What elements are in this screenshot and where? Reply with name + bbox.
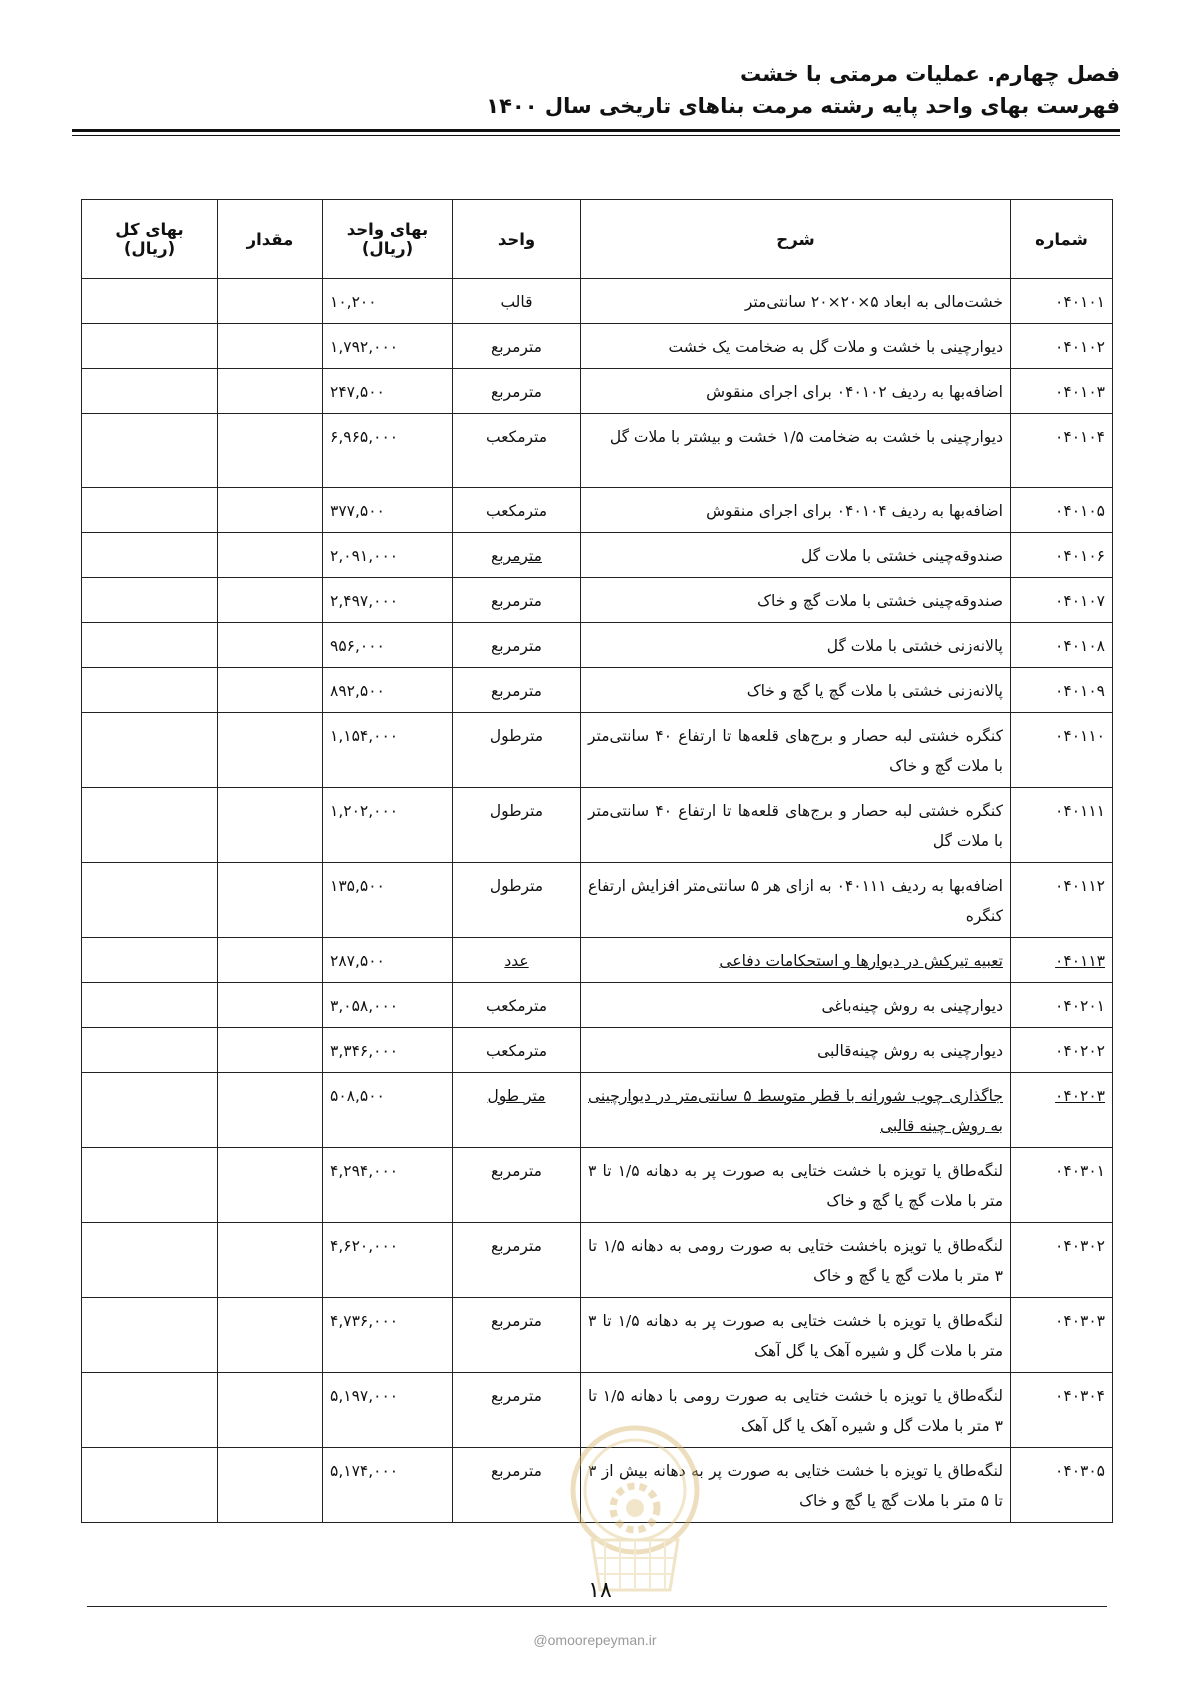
item-unit-text: مترمربع: [491, 1237, 542, 1255]
item-unit-price: [323, 863, 453, 938]
item-unit-price-text: ۲,۴۹۷,۰۰۰: [330, 592, 399, 610]
item-unit-price-text: ۴,۲۹۴,۰۰۰: [330, 1162, 399, 1180]
item-unit-price: [323, 1298, 453, 1373]
publisher-seal-watermark: [560, 1420, 710, 1600]
chapter-title: فصل چهارم. عملیات مرمتی با خشت: [739, 62, 1120, 86]
item-quantity: [218, 414, 323, 488]
item-description: [581, 578, 1011, 623]
item-unit-price-text: ۵,۱۹۷,۰۰۰: [330, 1387, 399, 1405]
item-code: [1011, 533, 1113, 578]
item-unit-text: مترمربع: [491, 1387, 542, 1405]
item-description: [581, 369, 1011, 414]
item-unit-price: [323, 533, 453, 578]
table-row: [82, 533, 1113, 578]
item-code: [1011, 713, 1113, 788]
item-unit: [453, 533, 581, 578]
item-unit: [453, 938, 581, 983]
item-unit: [453, 324, 581, 369]
item-code-text: ۰۴۰۱۰۶: [1055, 547, 1105, 565]
item-description: [581, 1148, 1011, 1223]
item-unit-price: [323, 369, 453, 414]
item-quantity: [218, 369, 323, 414]
item-code-text: ۰۴۰۱۰۴: [1055, 428, 1105, 446]
item-code-text: ۰۴۰۲۰۱: [1055, 997, 1105, 1015]
item-unit: [453, 713, 581, 788]
item-unit: [453, 1298, 581, 1373]
item-unit-price: [323, 488, 453, 533]
item-total-price: [82, 414, 218, 488]
item-description-text: کنگره خشتی لبه حصار و برج‌های قلعه‌ها تا ارتفاع ۴۰ سانتی‌متر با ملات گل: [588, 802, 1003, 850]
item-quantity: [218, 713, 323, 788]
item-quantity: [218, 623, 323, 668]
column-header-desc: شرح: [581, 200, 1011, 279]
item-code-text: ۰۴۰۲۰۳: [1055, 1087, 1105, 1105]
column-header-unit: واحد: [453, 200, 581, 279]
item-quantity: [218, 863, 323, 938]
item-unit-price-text: ۱۰,۲۰۰: [330, 293, 377, 311]
item-unit-price-text: ۳,۳۴۶,۰۰۰: [330, 1042, 399, 1060]
column-header-price-label: بهای واحد: [346, 220, 429, 239]
item-code: [1011, 1073, 1113, 1148]
item-total-price: [82, 1373, 218, 1448]
item-description-text: اضافه‌بها به ردیف ۰۴۰۱۰۲ برای اجرای منقوش: [706, 383, 1003, 401]
item-description: [581, 623, 1011, 668]
item-code-text: ۰۴۰۳۰۴: [1055, 1387, 1105, 1405]
item-total-price: [82, 938, 218, 983]
item-total-price: [82, 533, 218, 578]
item-unit: [453, 578, 581, 623]
item-description-text: جاگذاری چوب شورانه با قطر متوسط ۵ سانتی‌متر در دیوارچینی به روش چینه قالبی: [588, 1087, 1003, 1135]
item-description-text: لنگه‌طاق یا تویزه با خشت ختایی به صورت پر به دهانه بیش از ۳ تا ۵ متر با ملات گچ یا گچ و خاک: [588, 1462, 1003, 1510]
item-quantity: [218, 1373, 323, 1448]
item-quantity: [218, 983, 323, 1028]
item-code: [1011, 623, 1113, 668]
item-description-text: اضافه‌بها به ردیف ۰۴۰۱۰۴ برای اجرای منقوش: [706, 502, 1003, 520]
item-total-price: [82, 713, 218, 788]
item-total-price: [82, 369, 218, 414]
item-code-text: ۰۴۰۱۰۱: [1055, 293, 1105, 311]
table-header-row: [82, 200, 1113, 279]
item-unit-price-text: ۸۹۲,۵۰۰: [330, 682, 385, 700]
column-header-price: [323, 200, 453, 279]
item-unit: [453, 488, 581, 533]
item-code: [1011, 1148, 1113, 1223]
page-header: [72, 58, 1120, 122]
table-row: [82, 1073, 1113, 1148]
item-code: [1011, 324, 1113, 369]
item-code-text: ۰۴۰۱۰۹: [1055, 682, 1105, 700]
item-code: [1011, 788, 1113, 863]
item-code: [1011, 1373, 1113, 1448]
item-code-text: ۰۴۰۱۰۲: [1055, 338, 1105, 356]
table-row: [82, 668, 1113, 713]
item-unit: [453, 863, 581, 938]
table-row: [82, 1298, 1113, 1373]
item-unit: [453, 414, 581, 488]
item-description-text: لنگه‌طاق یا تویزه با خشت ختایی به صورت پر به دهانه ۱/۵ تا ۳ متر با ملات گل و شیره آهک یا گل آهک: [588, 1312, 1003, 1360]
item-code-text: ۰۴۰۲۰۲: [1055, 1042, 1105, 1060]
item-code: [1011, 488, 1113, 533]
header-rule-thin: [72, 135, 1120, 136]
item-description-text: لنگه‌طاق یا تویزه با خشت ختایی به صورت پر به دهانه ۱/۵ تا ۳ متر با ملات گچ یا گچ و خاک: [588, 1162, 1003, 1210]
table-row: [82, 788, 1113, 863]
item-description-text: لنگه‌طاق یا تویزه باخشت ختایی به صورت رومی به دهانه ۱/۵ تا ۳ متر با ملات گچ یا گچ و خاک: [588, 1237, 1003, 1285]
table-row: [82, 1223, 1113, 1298]
item-description: [581, 983, 1011, 1028]
item-description: [581, 488, 1011, 533]
item-total-price: [82, 1148, 218, 1223]
item-total-price: [82, 324, 218, 369]
item-unit-text: مترمکعب: [485, 997, 548, 1015]
item-quantity: [218, 533, 323, 578]
item-unit-price: [323, 983, 453, 1028]
item-quantity: [218, 1148, 323, 1223]
item-total-price: [82, 1448, 218, 1523]
item-total-price: [82, 668, 218, 713]
item-description: [581, 414, 1011, 488]
item-unit-price-text: ۳۷۷,۵۰۰: [330, 502, 385, 520]
item-description: [581, 938, 1011, 983]
item-description-text: دیوارچینی به روش چینه‌قالبی: [817, 1042, 1003, 1060]
item-unit: [453, 983, 581, 1028]
item-description: [581, 533, 1011, 578]
item-total-price: [82, 1028, 218, 1073]
item-total-price: [82, 863, 218, 938]
table-row: [82, 324, 1113, 369]
item-unit: [453, 623, 581, 668]
item-description: [581, 788, 1011, 863]
item-code: [1011, 938, 1113, 983]
item-description: [581, 863, 1011, 938]
column-header-price-currency: (ریال): [361, 239, 414, 258]
item-code-text: ۰۴۰۱۰۸: [1055, 637, 1105, 655]
item-unit-price-text: ۳,۰۵۸,۰۰۰: [330, 997, 399, 1015]
item-total-price: [82, 1223, 218, 1298]
item-unit: [453, 1223, 581, 1298]
item-quantity: [218, 324, 323, 369]
header-rule-thick: [72, 129, 1120, 132]
item-description: [581, 1073, 1011, 1148]
item-quantity: [218, 578, 323, 623]
item-unit-text: متر طول: [487, 1087, 546, 1105]
item-description: [581, 279, 1011, 324]
item-quantity: [218, 668, 323, 713]
item-unit-price: [323, 1373, 453, 1448]
item-unit: [453, 1148, 581, 1223]
item-code-text: ۰۴۰۱۰۳: [1055, 383, 1105, 401]
table-row: [82, 1148, 1113, 1223]
item-description-text: صندوقه‌چینی خشتی با ملات گچ و خاک: [757, 592, 1003, 610]
table-row: [82, 713, 1113, 788]
item-unit-price-text: ۱,۲۰۲,۰۰۰: [330, 802, 399, 820]
table-row: [82, 279, 1113, 324]
item-code-text: ۰۴۰۱۰۵: [1055, 502, 1105, 520]
item-code: [1011, 863, 1113, 938]
item-unit-text: مترطول: [489, 802, 544, 820]
item-unit-price-text: ۴,۷۳۶,۰۰۰: [330, 1312, 399, 1330]
item-unit-price: [323, 788, 453, 863]
item-quantity: [218, 279, 323, 324]
item-unit: [453, 1073, 581, 1148]
item-unit-price: [323, 1073, 453, 1148]
item-code-text: ۰۴۰۱۱۲: [1055, 877, 1105, 895]
item-unit-price: [323, 578, 453, 623]
item-unit-text: مترمربع: [491, 682, 542, 700]
item-unit-price: [323, 713, 453, 788]
item-total-price: [82, 1073, 218, 1148]
price-list-table: [81, 199, 1113, 1523]
item-unit-price: [323, 324, 453, 369]
item-unit-price: [323, 279, 453, 324]
item-code: [1011, 1028, 1113, 1073]
item-quantity: [218, 1073, 323, 1148]
item-quantity: [218, 1223, 323, 1298]
item-quantity: [218, 1448, 323, 1523]
item-unit-price: [323, 623, 453, 668]
item-unit-price-text: ۲,۰۹۱,۰۰۰: [330, 547, 399, 565]
item-unit-text: مترمکعب: [485, 428, 548, 446]
item-code-text: ۰۴۰۱۱۱: [1055, 802, 1105, 820]
item-unit-text: مترمربع: [491, 1462, 542, 1480]
item-code: [1011, 414, 1113, 488]
item-unit-text: عدد: [504, 952, 529, 970]
item-code-text: ۰۴۰۳۰۱: [1055, 1162, 1105, 1180]
item-unit: [453, 279, 581, 324]
item-code: [1011, 1223, 1113, 1298]
item-unit-text: مترمکعب: [485, 1042, 548, 1060]
item-code-text: ۰۴۰۳۰۵: [1055, 1462, 1105, 1480]
table-row: [82, 983, 1113, 1028]
document-subtitle: فهرست بهای واحد پایه رشته مرمت بناهای تاریخی سال ۱۴۰۰: [486, 94, 1120, 118]
item-description-text: لنگه‌طاق یا تویزه با خشت ختایی به صورت رومی با دهانه ۱/۵ تا ۳ متر با ملات گل و شیره آهک یا گل آهک: [588, 1387, 1003, 1435]
item-unit-text: مترمربع: [491, 338, 542, 356]
item-unit-price: [323, 938, 453, 983]
item-unit-text: مترمربع: [491, 547, 542, 565]
item-unit-price: [323, 1448, 453, 1523]
item-code: [1011, 668, 1113, 713]
item-code-text: ۰۴۰۱۰۷: [1055, 592, 1105, 610]
table-row: [82, 1028, 1113, 1073]
footer-rule: [87, 1606, 1107, 1607]
item-total-price: [82, 788, 218, 863]
item-unit: [453, 369, 581, 414]
page-number: ۱۸: [588, 1578, 612, 1603]
item-total-price: [82, 488, 218, 533]
item-quantity: [218, 1028, 323, 1073]
column-header-total: بهای کل (ریال): [82, 200, 218, 279]
item-description-text: تعبیه تیرکش در دیوارها و استحکامات دفاعی: [719, 952, 1003, 970]
table-row: [82, 414, 1113, 488]
item-unit-price: [323, 1028, 453, 1073]
item-unit-price-text: ۲۴۷,۵۰۰: [330, 383, 385, 401]
table-row: [82, 369, 1113, 414]
item-unit-price-text: ۹۵۶,۰۰۰: [330, 637, 385, 655]
item-code-text: ۰۴۰۳۰۳: [1055, 1312, 1105, 1330]
item-unit-price-text: ۴,۶۲۰,۰۰۰: [330, 1237, 399, 1255]
item-unit-price: [323, 1223, 453, 1298]
item-description: [581, 1298, 1011, 1373]
item-unit-text: مترمربع: [491, 1312, 542, 1330]
item-unit-price: [323, 1148, 453, 1223]
item-unit-price: [323, 414, 453, 488]
item-description-text: صندوقه‌چینی خشتی با ملات گل: [800, 547, 1003, 565]
item-code-text: ۰۴۰۱۱۳: [1055, 952, 1105, 970]
website-watermark: @omoorepeyman.ir: [533, 1632, 657, 1648]
table-row: [82, 863, 1113, 938]
item-unit-price-text: ۲۸۷,۵۰۰: [330, 952, 385, 970]
item-total-price: [82, 1298, 218, 1373]
column-header-code: شماره: [1011, 200, 1113, 279]
item-description-text: پالانه‌زنی خشتی با ملات گچ یا گچ و خاک: [746, 682, 1003, 700]
item-code: [1011, 578, 1113, 623]
item-code: [1011, 1448, 1113, 1523]
item-unit-text: مترمربع: [491, 1162, 542, 1180]
item-unit-text: قالب: [500, 293, 533, 311]
item-description: [581, 1028, 1011, 1073]
item-total-price: [82, 279, 218, 324]
item-code-text: ۰۴۰۱۱۰: [1055, 727, 1105, 745]
item-unit-text: مترمربع: [491, 637, 542, 655]
item-total-price: [82, 623, 218, 668]
item-unit-text: مترمربع: [491, 383, 542, 401]
item-description-text: دیوارچینی به روش چینه‌باغی: [821, 997, 1003, 1015]
item-description: [581, 1223, 1011, 1298]
item-code: [1011, 1298, 1113, 1373]
item-unit-price-text: ۶,۹۶۵,۰۰۰: [330, 428, 399, 446]
item-description: [581, 324, 1011, 369]
item-unit-price-text: ۱,۱۵۴,۰۰۰: [330, 727, 399, 745]
item-description: [581, 713, 1011, 788]
item-unit-text: مترمکعب: [485, 502, 548, 520]
item-quantity: [218, 788, 323, 863]
item-unit-price-text: ۱۳۵,۵۰۰: [330, 877, 385, 895]
item-quantity: [218, 488, 323, 533]
item-quantity: [218, 938, 323, 983]
item-unit-text: مترطول: [489, 727, 544, 745]
item-code: [1011, 983, 1113, 1028]
table-row: [82, 578, 1113, 623]
item-description-text: اضافه‌بها به ردیف ۰۴۰۱۱۱ به ازای هر ۵ سانتی‌متر افزایش ارتفاع کنگره: [588, 877, 1003, 925]
item-unit-price: [323, 668, 453, 713]
item-description-text: خشت‌مالی به ابعاد ۵×۲۰×۲۰ سانتی‌متر: [744, 293, 1003, 311]
item-total-price: [82, 983, 218, 1028]
item-unit-text: مترطول: [489, 877, 544, 895]
item-code: [1011, 279, 1113, 324]
item-unit-price-text: ۵,۱۷۴,۰۰۰: [330, 1462, 399, 1480]
item-unit-price-text: ۱,۷۹۲,۰۰۰: [330, 338, 399, 356]
item-description: [581, 668, 1011, 713]
item-total-price: [82, 578, 218, 623]
item-code-text: ۰۴۰۳۰۲: [1055, 1237, 1105, 1255]
item-description-text: پالانه‌زنی خشتی با ملات گل: [826, 637, 1003, 655]
item-unit: [453, 668, 581, 713]
table-row: [82, 488, 1113, 533]
item-code: [1011, 369, 1113, 414]
column-header-qty: مقدار: [218, 200, 323, 279]
table-row: [82, 938, 1113, 983]
item-description-text: دیوارچینی با خشت و ملات گل به ضخامت یک خشت: [668, 338, 1003, 356]
table-row: [82, 623, 1113, 668]
item-description-text: دیوارچینی با خشت به ضخامت ۱/۵ خشت و بیشتر با ملات گل: [609, 428, 1003, 446]
item-description-text: کنگره خشتی لبه حصار و برج‌های قلعه‌ها تا ارتفاع ۴۰ سانتی‌متر با ملات گچ و خاک: [588, 727, 1003, 775]
item-unit: [453, 1028, 581, 1073]
item-unit: [453, 788, 581, 863]
item-quantity: [218, 1298, 323, 1373]
item-unit-text: مترمربع: [491, 592, 542, 610]
item-unit-price-text: ۵۰۸,۵۰۰: [330, 1087, 385, 1105]
